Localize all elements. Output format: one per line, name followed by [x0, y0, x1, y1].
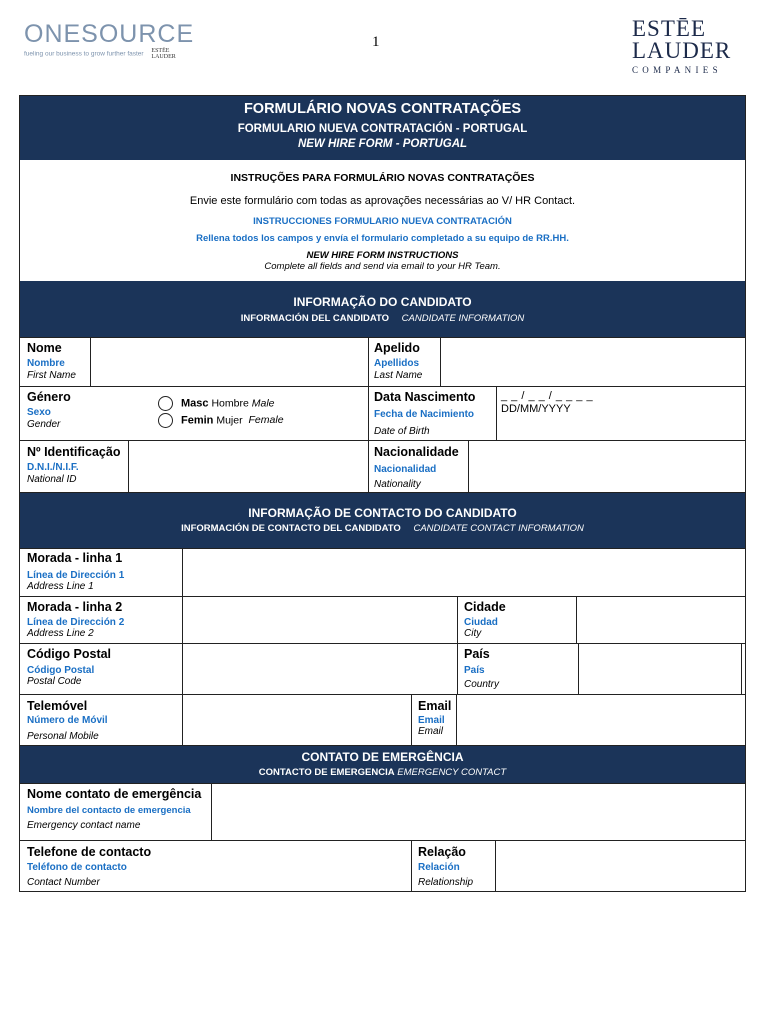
- city-input[interactable]: [577, 597, 745, 643]
- form-subtitle-en: NEW HIRE FORM - PORTUGAL: [297, 138, 468, 150]
- emergency-band-title: CONTATO DE EMERGÊNCIA: [301, 750, 464, 764]
- emergency-phone-label: Telefone de contacto Teléfono de contacto Contact Number: [27, 845, 152, 888]
- contact-band-sub-en: CANDIDATE CONTACT INFORMATION: [413, 523, 584, 534]
- title-band: [20, 96, 745, 160]
- relationship-input[interactable]: [496, 841, 745, 892]
- last-name-input[interactable]: [441, 338, 745, 386]
- morada2-label: Morada - linha 2 Línea de Dirección 2 Address Line 2: [27, 600, 125, 639]
- emergency-band: [20, 746, 745, 783]
- onesource-logo: [24, 22, 204, 66]
- genero-label: Género Sexo Gender: [27, 390, 71, 430]
- national-id-input[interactable]: [129, 441, 368, 492]
- email-input[interactable]: [457, 695, 745, 745]
- nacionalidade-label: Nacionalidade Nacionalidad Nationality: [374, 445, 459, 490]
- female-radio-icon[interactable]: [158, 413, 173, 428]
- country-input[interactable]: [579, 644, 741, 694]
- contact-band-sub-es: INFORMACIÓN DE CONTACTO DEL CANDIDATO: [181, 523, 401, 534]
- nome-label: Nome Nombre First Name: [27, 341, 76, 381]
- mobile-input[interactable]: [183, 695, 411, 745]
- logo-line-1: ESTĒE: [632, 16, 706, 41]
- onesource-brand: ONESOURCE: [24, 20, 195, 48]
- postal-code-input[interactable]: [183, 644, 457, 694]
- contact-band: [20, 493, 745, 548]
- emergency-name-label: Nome contato de emergência Nombre del contacto de emergencia Emergency contact name: [27, 787, 202, 831]
- relationship-label: Relação Relación Relationship: [418, 845, 474, 888]
- address-line-2-input[interactable]: [183, 597, 457, 643]
- contact-band-title: INFORMAÇÃO DE CONTACTO DO CANDIDATO: [248, 506, 517, 520]
- logo-line-3: COMPANIES: [632, 65, 722, 75]
- birth-date-placeholder: _ _ / _ _ / _ _ _ _: [501, 390, 594, 402]
- postal-label: Código Postal Código Postal Postal Code: [27, 647, 112, 687]
- male-radio-icon[interactable]: [158, 396, 173, 411]
- email-label: Email Email Email: [418, 699, 452, 737]
- emergency-band-sub-es: CONTACTO DE EMERGENCIA: [258, 767, 395, 778]
- birth-date-format: DD/MM/YYYY: [501, 403, 571, 415]
- mini-estee-lauder-logo: ESTĒE LAUDER: [151, 48, 176, 60]
- page-number: 1: [372, 34, 380, 50]
- estee-lauder-logo: [632, 18, 742, 75]
- pais-label: País País Country: [464, 647, 500, 690]
- nascimento-label: Data Nascimento Fecha de Nacimiento Date of Birth: [374, 390, 476, 437]
- emergency-band-sub-en: EMERGENCY CONTACT: [397, 767, 507, 778]
- address-line-1-input[interactable]: [183, 549, 745, 596]
- apelido-label: Apelido Apellidos Last Name: [374, 341, 423, 381]
- candidate-band-sub-en: CANDIDATE INFORMATION: [401, 313, 525, 324]
- form-subtitle-es: FORMULARIO NUEVA CONTRATACIÓN - PORTUGAL: [237, 123, 528, 135]
- instructions-title-en: NEW HIRE FORM INSTRUCTIONS: [306, 250, 459, 261]
- instructions-section: [20, 160, 745, 281]
- identificacao-label: Nº Identificação D.N.I./N.I.F. National ID: [27, 445, 121, 485]
- logo-line-2: LAUDER: [632, 38, 732, 63]
- candidate-band-title: INFORMAÇÃO DO CANDIDATO: [293, 295, 472, 309]
- first-name-input[interactable]: [91, 338, 368, 386]
- telemovel-label: Telemóvel Número de Móvil Personal Mobile: [27, 699, 108, 742]
- emergency-name-input[interactable]: [212, 784, 745, 840]
- birth-date-input[interactable]: [497, 387, 745, 440]
- candidate-band: [20, 281, 745, 337]
- morada1-label: Morada - linha 1 Línea de Dirección 1 Address Line 1: [27, 551, 125, 592]
- instructions-text-es: Rellena todos los campos y envía el formulario completado a su equipo de RR.HH.: [196, 233, 569, 244]
- nationality-input[interactable]: [469, 441, 745, 492]
- tagline-text: fueling our business to grow further faster: [24, 50, 144, 58]
- emergency-phone-input[interactable]: [212, 841, 411, 892]
- gender-female-option[interactable]: Femin Mujer Female: [158, 413, 284, 428]
- instructions-text-pt: Envie este formulário com todas as aprovações necessárias ao V/ HR Contact.: [189, 195, 576, 207]
- instructions-text-en: Complete all fields and send via email to your HR Team.: [264, 261, 501, 272]
- instructions-title-pt: INSTRUÇÕES PARA FORMULÁRIO NOVAS CONTRATAÇÕES: [230, 172, 535, 184]
- gender-male-option[interactable]: Masc Hombre Male: [158, 396, 275, 411]
- cidade-label: Cidade Ciudad City: [464, 600, 506, 639]
- form-title: FORMULÁRIO NOVAS CONTRATAÇÕES: [243, 101, 522, 117]
- instructions-title-es: INSTRUCCIONES FORMULARIO NUEVA CONTRATACIÓN: [253, 216, 512, 227]
- onesource-tagline: [24, 48, 204, 60]
- candidate-band-sub-es: INFORMACIÓN DEL CANDIDATO: [240, 313, 390, 324]
